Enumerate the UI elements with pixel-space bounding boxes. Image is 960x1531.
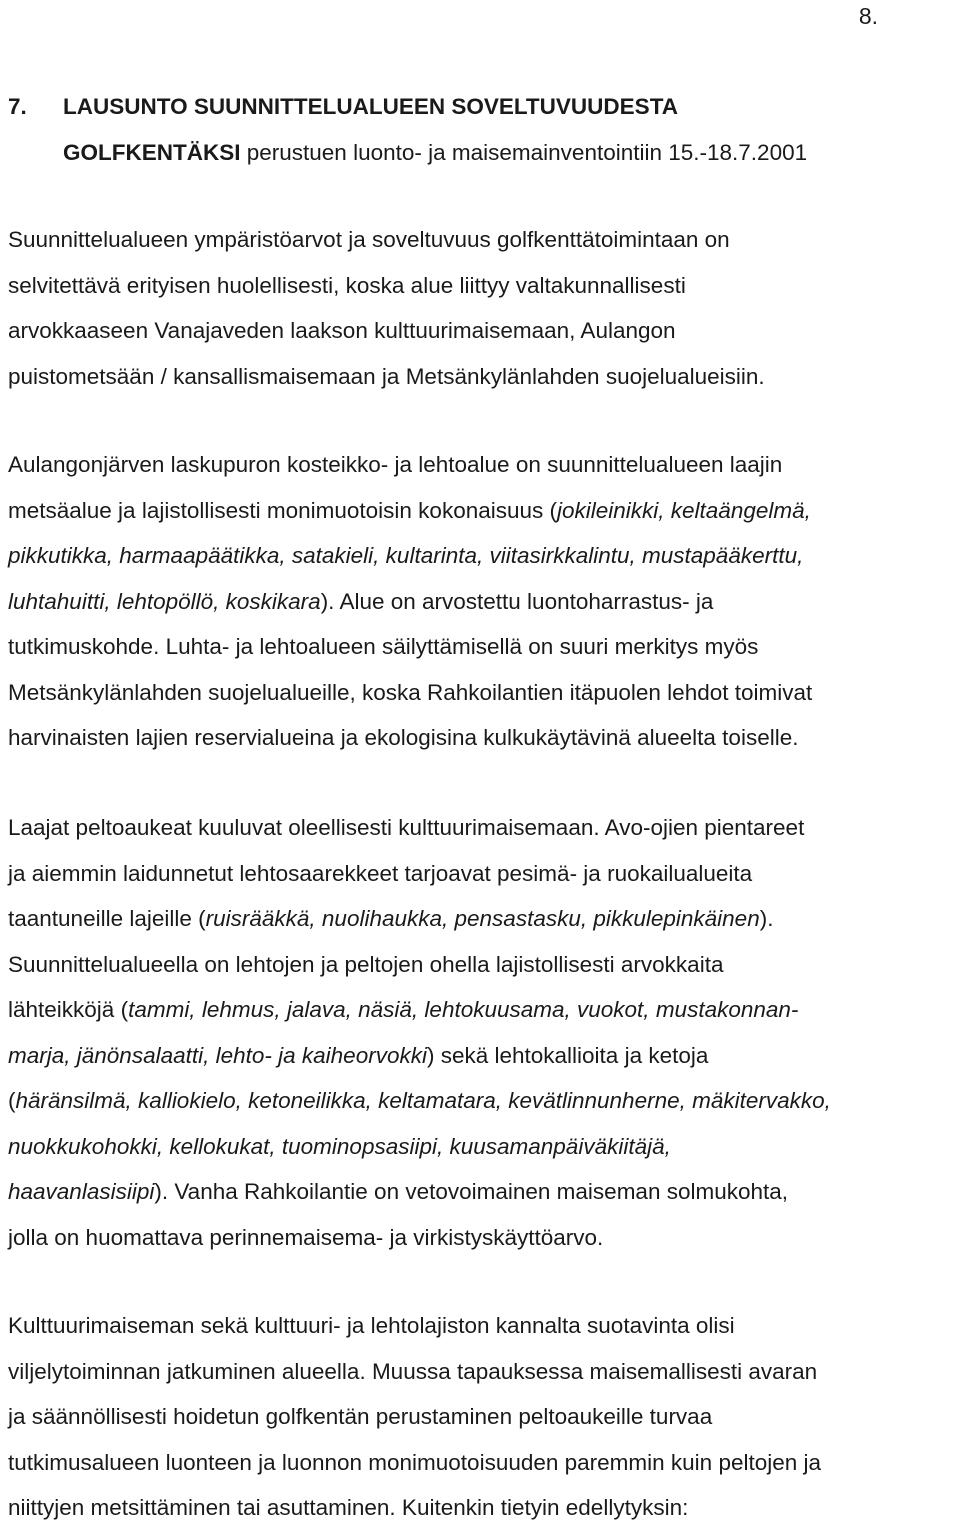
text-line bbox=[8, 579, 960, 625]
text-run: ). Alue on arvostettu luontoharrastus- ja bbox=[320, 588, 714, 614]
text-line: Metsänkylänlahden suojelualueille, koska Rahkoilantien itäpuolen lehdot toimivat bbox=[8, 679, 813, 705]
text-line bbox=[8, 896, 960, 942]
text-run: ). bbox=[759, 906, 774, 931]
text-line bbox=[8, 987, 960, 1033]
section-title-bold-1: LAUSUNTO SUUNNITTELUALUEEN SOVELTUVUUDESTA bbox=[63, 94, 679, 119]
text-line: selvitettävä erityisen huolellisesti, koska alue liittyy valtakunnallisesti bbox=[8, 272, 686, 298]
text-line bbox=[8, 533, 960, 579]
species-list: jokileinikki, keltaängelmä, bbox=[557, 497, 811, 523]
text-line bbox=[8, 488, 960, 534]
section-title-rest: perustuen luonto- ja maisemainventointiin 15.-18.7.2001 bbox=[240, 139, 808, 165]
species-list: ruisrääkkä, nuolihaukka, pensastasku, pikkulepinkäinen bbox=[205, 906, 760, 931]
text-line: puistometsään / kansallismaisemaan ja Metsänkylänlahden suojelualueisiin. bbox=[8, 363, 765, 389]
species-list: tammi, lehmus, jalava, näsiä, lehtokuusama, vuokot, mustakonnan- bbox=[128, 997, 799, 1022]
paragraph-fields bbox=[8, 805, 960, 1260]
paragraph-environmental-values bbox=[8, 217, 960, 399]
text-line: ja säännöllisesti hoidetun golfkentän perustaminen peltoaukeille turvaa bbox=[8, 1404, 713, 1429]
text-line bbox=[8, 1078, 960, 1124]
text-run: ). Vanha Rahkoilantie on vetovoimainen maiseman solmukohta, bbox=[154, 1179, 789, 1204]
text-line: viljelytoiminnan jatkuminen alueella. Muussa tapauksessa maisemallisesti avaran bbox=[8, 1358, 818, 1384]
species-list: haavanlasisiipi bbox=[8, 1179, 155, 1204]
text-line: niittyjen metsittäminen tai asuttaminen. Kuitenkin tietyin edellytyksin: bbox=[8, 1495, 689, 1520]
text-run: ( bbox=[8, 1088, 16, 1113]
section-title-bold-2: GOLFKENTÄKSI bbox=[63, 139, 241, 165]
text-line: harvinaisten lajien reservialueina ja ekologisina kulkukäytävinä alueelta toiselle. bbox=[8, 725, 799, 750]
text-line: jolla on huomattava perinnemaisema- ja virkistyskäyttöarvo. bbox=[8, 1224, 604, 1250]
text-line: arvokkaaseen Vanajaveden laakson kulttuurimaisemaan, Aulangon bbox=[8, 318, 676, 343]
section-heading-line-2 bbox=[8, 130, 948, 176]
section-heading-line-1 bbox=[8, 84, 948, 130]
text-run: ) sekä lehtokallioita ja ketoja bbox=[426, 1042, 709, 1068]
species-list: marja, jänönsalaatti, lehto- ja kaiheorvokki bbox=[8, 1042, 427, 1068]
paragraph-recommendation bbox=[8, 1303, 960, 1531]
text-line: Kulttuurimaiseman sekä kulttuuri- ja lehtolajiston kannalta suotavinta olisi bbox=[8, 1313, 735, 1338]
text-line: Aulangonjärven laskupuron kosteikko- ja lehtoalue on suunnittelualueen laajin bbox=[8, 452, 783, 477]
text-line bbox=[8, 1169, 960, 1215]
text-run: lähteikköjä ( bbox=[8, 997, 129, 1022]
text-line: tutkimuskohde. Luhta- ja lehtoalueen säilyttämisellä on suuri merkitys myös bbox=[8, 634, 759, 659]
species-list: häränsilmä, kalliokielo, ketoneilikka, keltamatara, kevätlinnunherne, mäkitervakko, bbox=[15, 1088, 831, 1113]
species-list: nuokkukohokki, kellokukat, tuominopsasiipi, kuusamanpäiväkiitäjä, bbox=[8, 1133, 671, 1159]
species-list: luhtahuitti, lehtopöllö, koskikara bbox=[8, 588, 321, 614]
text-line: ja aiemmin laidunnetut lehtosaarekkeet tarjoavat pesimä- ja ruokailualueita bbox=[8, 860, 753, 886]
text-run: taantuneille lajeille ( bbox=[8, 906, 206, 931]
paragraph-wetland-grove bbox=[8, 442, 960, 761]
section-heading bbox=[8, 84, 948, 175]
section-number: 7. bbox=[8, 94, 27, 119]
text-line: Laajat peltoaukeat kuuluvat oleellisesti kulttuurimaisemaan. Avo-ojien pientareet bbox=[8, 815, 805, 840]
species-list: pikkutikka, harmaapäätikka, satakieli, kultarinta, viitasirkkalintu, mustapääkerttu, bbox=[8, 543, 804, 568]
text-line: Suunnittelualueella on lehtojen ja peltojen ohella lajistollisesti arvokkaita bbox=[8, 951, 724, 977]
text-line: tutkimusalueen luonteen ja luonnon monimuotoisuuden paremmin kuin peltojen ja bbox=[8, 1449, 822, 1475]
page-number: 8. bbox=[858, 3, 878, 29]
text-line bbox=[8, 1124, 960, 1170]
text-line bbox=[8, 1033, 960, 1079]
text-run: metsäalue ja lajistollisesti monimuotoisin kokonaisuus ( bbox=[8, 497, 557, 523]
text-line: Suunnittelualueen ympäristöarvot ja soveltuvuus golfkenttätoimintaan on bbox=[8, 227, 730, 252]
